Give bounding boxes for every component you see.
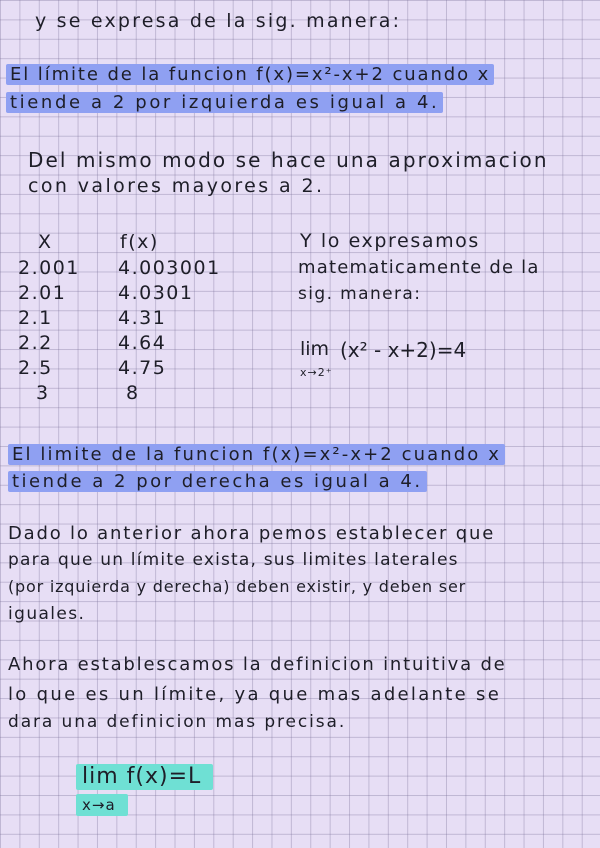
x-value: 2.001 (18, 257, 80, 279)
right-formula-expr: (x² - x+2)=4 (340, 338, 467, 362)
right-formula-sub: x→2⁺ (300, 366, 333, 379)
mismo-line2: con valores mayores a 2. (28, 175, 325, 197)
ahora-line1: Ahora establescamos la definicion intuitiva de (8, 654, 507, 675)
table-x-values (18, 256, 80, 406)
dado-line3: (por izquierda y derecha) deben existir, y deben ser (8, 577, 466, 596)
table-x-column (38, 230, 53, 255)
fx-value: 4.003001 (118, 257, 221, 279)
right-limit-line1: El limite de la funcion f(x)=x²-x+2 cuando x (8, 444, 505, 465)
fx-value: 4.31 (118, 307, 167, 329)
dado-line1: Dado lo anterior ahora pemos establecer que (8, 523, 496, 544)
x-value: 3 (36, 382, 50, 404)
right-formula-lim: lim (300, 338, 330, 360)
mismo-line1: Del mismo modo se hace una aproximacion (28, 148, 549, 172)
fx-value: 4.0301 (118, 282, 194, 304)
final-formula-sub: x→a (76, 794, 128, 816)
table-header-x: X (38, 231, 53, 253)
ahora-line2: lo que es un límite, ya que mas adelante se (8, 684, 502, 705)
fx-value: 4.75 (118, 357, 167, 379)
fx-value: 4.64 (118, 332, 167, 354)
ahora-line3: dara una definicion mas precisa. (8, 712, 347, 732)
expresamos-line2: matematicamente de la (298, 257, 540, 278)
dado-line4: iguales. (8, 604, 86, 624)
expresamos-line3: sig. manera: (298, 284, 422, 304)
table-header-fx: f(x) (120, 231, 159, 253)
x-value: 2.2 (18, 332, 53, 354)
right-limit-line2: tiende a 2 por derecha es igual a 4. (8, 471, 427, 492)
fx-value: 8 (126, 382, 140, 404)
intro-text: y se expresa de la sig. manera: (35, 10, 402, 32)
final-formula-expr: lim f(x)=L (76, 764, 213, 790)
dado-line2: para que un límite exista, sus limites laterales (8, 550, 459, 570)
left-limit-line1: El límite de la funcion f(x)=x²-x+2 cuando x (6, 64, 494, 85)
x-value: 2.5 (18, 357, 53, 379)
expresamos-line1: Y lo expresamos (300, 230, 480, 252)
x-value: 2.1 (18, 307, 53, 329)
table-fx-values (118, 256, 221, 406)
x-value: 2.01 (18, 282, 67, 304)
left-limit-line2: tiende a 2 por izquierda es igual a 4. (6, 92, 443, 113)
table-fx-column (120, 230, 159, 255)
